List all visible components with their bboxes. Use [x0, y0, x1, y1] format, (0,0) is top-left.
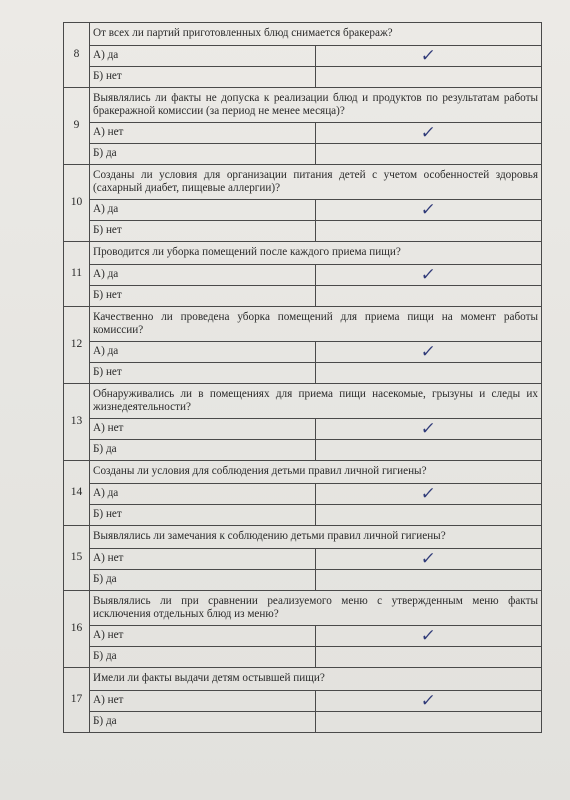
- answer-mark-cell[interactable]: [316, 549, 542, 570]
- answer-option-label: Б) да: [90, 144, 316, 165]
- answer-mark-cell[interactable]: [316, 200, 542, 221]
- checkmark-icon: ✓: [419, 418, 438, 439]
- checkmark-icon: ✓: [419, 341, 438, 362]
- checkmark-icon: ✓: [419, 199, 438, 220]
- question-number: 14: [64, 461, 90, 526]
- answer-row: [64, 505, 542, 526]
- question-number: 16: [64, 591, 90, 668]
- answer-option-label: Б) нет: [90, 286, 316, 307]
- answer-row: [64, 200, 542, 221]
- answer-option-label: А) нет: [90, 626, 316, 647]
- checkmark-icon: ✓: [419, 45, 438, 66]
- answer-mark-cell[interactable]: [316, 570, 542, 591]
- checkmark-icon: ✓: [419, 483, 438, 504]
- question-number: 13: [64, 384, 90, 461]
- answer-mark-cell[interactable]: [316, 647, 542, 668]
- answer-row: [64, 67, 542, 88]
- answer-row: [64, 286, 542, 307]
- checkmark-icon: ✓: [419, 264, 438, 285]
- answer-row: [64, 123, 542, 144]
- question-number: 10: [64, 165, 90, 242]
- question-row: [64, 23, 542, 46]
- answer-mark-cell[interactable]: [316, 286, 542, 307]
- answer-row: [64, 440, 542, 461]
- question-row: [64, 384, 542, 419]
- answer-row: [64, 484, 542, 505]
- question-row: [64, 526, 542, 549]
- answer-option-label: Б) нет: [90, 363, 316, 384]
- answer-option-label: А) да: [90, 484, 316, 505]
- question-text: Созданы ли условия для соблюдения детьми правил личной гигиены?: [90, 461, 542, 484]
- answer-mark-cell[interactable]: [316, 712, 542, 733]
- answer-mark-cell[interactable]: [316, 440, 542, 461]
- answer-option-label: А) нет: [90, 419, 316, 440]
- questionnaire-table: [63, 22, 542, 733]
- answer-row: [64, 712, 542, 733]
- answer-option-label: Б) да: [90, 647, 316, 668]
- answer-option-label: Б) да: [90, 712, 316, 733]
- question-number: 8: [64, 23, 90, 88]
- answer-option-label: А) нет: [90, 691, 316, 712]
- answer-row: [64, 691, 542, 712]
- answer-mark-cell[interactable]: [316, 363, 542, 384]
- question-text: Качественно ли проведена уборка помещений для приема пищи на момент работы комиссии?: [90, 307, 542, 342]
- question-text: Выявлялись ли факты не допуска к реализации блюд и продуктов по результатам работы бракеражной комиссии (за период не менее месяца)?: [90, 88, 542, 123]
- answer-mark-cell[interactable]: [316, 144, 542, 165]
- answer-option-label: А) нет: [90, 549, 316, 570]
- answer-row: [64, 647, 542, 668]
- answer-row: [64, 419, 542, 440]
- answer-mark-cell[interactable]: [316, 691, 542, 712]
- question-number: 12: [64, 307, 90, 384]
- question-row: [64, 88, 542, 123]
- question-row: [64, 668, 542, 691]
- answer-mark-cell[interactable]: [316, 419, 542, 440]
- answer-mark-cell[interactable]: [316, 46, 542, 67]
- question-text: Выявлялись ли при сравнении реализуемого меню с утвержденным меню факты исключения отдельных блюд из меню?: [90, 591, 542, 626]
- question-row: [64, 461, 542, 484]
- answer-row: [64, 363, 542, 384]
- answer-row: [64, 342, 542, 363]
- question-number: 15: [64, 526, 90, 591]
- answer-mark-cell[interactable]: [316, 67, 542, 88]
- answer-option-label: Б) нет: [90, 221, 316, 242]
- question-text: Имели ли факты выдачи детям остывшей пищи?: [90, 668, 542, 691]
- answer-row: [64, 46, 542, 67]
- answer-mark-cell[interactable]: [316, 265, 542, 286]
- question-number: 17: [64, 668, 90, 733]
- checkmark-icon: ✓: [419, 548, 438, 569]
- question-text: Созданы ли условия для организации питания детей с учетом особенностей здоровья (сахарный диабет, пищевые аллергии)?: [90, 165, 542, 200]
- answer-mark-cell[interactable]: [316, 123, 542, 144]
- answer-option-label: А) да: [90, 46, 316, 67]
- answer-option-label: Б) нет: [90, 505, 316, 526]
- checkmark-icon: ✓: [419, 122, 438, 143]
- question-text: Проводится ли уборка помещений после каждого приема пищи?: [90, 242, 542, 265]
- question-text: От всех ли партий приготовленных блюд снимается бракераж?: [90, 23, 542, 46]
- answer-mark-cell[interactable]: [316, 342, 542, 363]
- question-row: [64, 242, 542, 265]
- checkmark-icon: ✓: [419, 625, 438, 646]
- answer-row: [64, 549, 542, 570]
- answer-option-label: А) да: [90, 200, 316, 221]
- question-number: 11: [64, 242, 90, 307]
- answer-mark-cell[interactable]: [316, 626, 542, 647]
- answer-mark-cell[interactable]: [316, 484, 542, 505]
- answer-mark-cell[interactable]: [316, 505, 542, 526]
- answer-option-label: Б) нет: [90, 67, 316, 88]
- answer-row: [64, 626, 542, 647]
- answer-option-label: Б) да: [90, 440, 316, 461]
- question-text: Выявлялись ли замечания к соблюдению детьми правил личной гигиены?: [90, 526, 542, 549]
- question-row: [64, 307, 542, 342]
- answer-row: [64, 570, 542, 591]
- answer-row: [64, 144, 542, 165]
- question-row: [64, 591, 542, 626]
- checkmark-icon: ✓: [419, 690, 438, 711]
- answer-option-label: Б) да: [90, 570, 316, 591]
- answer-row: [64, 221, 542, 242]
- answer-mark-cell[interactable]: [316, 221, 542, 242]
- answer-row: [64, 265, 542, 286]
- answer-option-label: А) да: [90, 342, 316, 363]
- answer-option-label: А) да: [90, 265, 316, 286]
- answer-option-label: А) нет: [90, 123, 316, 144]
- question-row: [64, 165, 542, 200]
- question-text: Обнаруживались ли в помещениях для приема пищи насекомые, грызуны и следы их жизнедеятельности?: [90, 384, 542, 419]
- question-number: 9: [64, 88, 90, 165]
